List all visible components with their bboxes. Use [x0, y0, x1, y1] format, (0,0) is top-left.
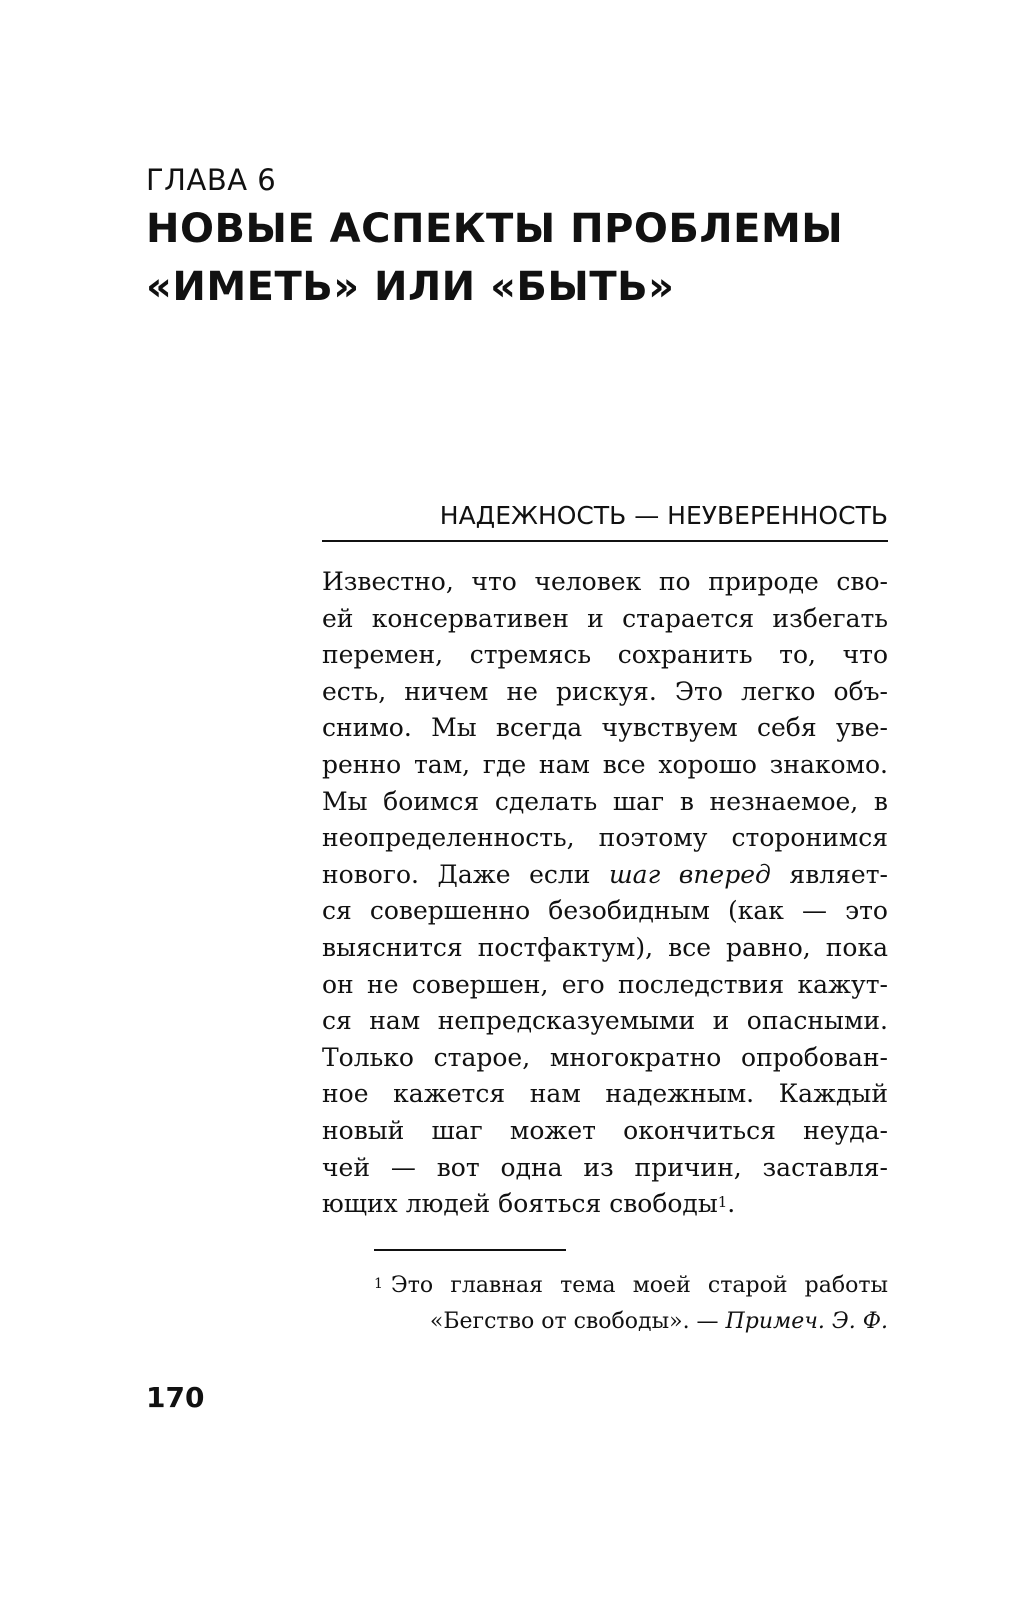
- footnote-divider: [374, 1249, 566, 1251]
- body-line: ренно там, где нам все хорошо знакомо.: [322, 749, 888, 779]
- footnote-attribution: Примеч. Э. Ф.: [725, 1309, 888, 1334]
- body-line: есть, ничем не рискуя. Это легко объ-: [322, 676, 888, 706]
- body-line: выяснится постфактум), все равно, пока: [322, 932, 888, 962]
- chapter-title: [146, 200, 966, 316]
- body-line: ное кажется нам надежным. Каждый: [322, 1079, 888, 1109]
- footnote-line-2: [374, 1304, 888, 1340]
- footnote-text: Это главная тема моей старой работы: [390, 1273, 888, 1298]
- chapter-title-line-1: НОВЫЕ АСПЕКТЫ ПРОБЛЕМЫ: [146, 206, 844, 252]
- body-line-last: [322, 1186, 888, 1223]
- body-text-run: .: [727, 1189, 736, 1219]
- chapter-title-line-2: «ИМЕТЬ» ИЛИ «БЫТЬ»: [146, 264, 675, 310]
- footnote-line-1: [374, 1268, 888, 1304]
- body-line: [322, 857, 888, 894]
- body-line: перемен, стремясь сохранить то, что: [322, 640, 888, 670]
- body-line: ся нам непредсказуемыми и опасными.: [322, 1006, 888, 1036]
- body-line: чей — вот одна из причин, заставля-: [322, 1152, 888, 1182]
- footnote-reference: 1: [717, 1193, 728, 1212]
- footnote: [374, 1268, 888, 1340]
- body-line: ся совершенно безобидным (как — это: [322, 896, 888, 926]
- body-line: Известно, что человек по природе сво-: [322, 567, 888, 596]
- body-text-run: ющих людей бояться свободы: [322, 1189, 718, 1219]
- footnote-text: «Бегство от свободы». —: [429, 1309, 726, 1334]
- body-line: Только старое, многократно опробован-: [322, 1042, 888, 1072]
- body-paragraph: [322, 564, 888, 1223]
- chapter-label: ГЛАВА 6: [146, 163, 277, 197]
- body-line: новый шаг может окончиться неуда-: [322, 1115, 888, 1145]
- body-text-run: являет-: [770, 859, 888, 889]
- body-line: снимо. Мы всегда чувствуем себя уве-: [322, 713, 888, 743]
- body-italic-phrase: шаг вперед: [608, 859, 771, 889]
- footnote-marker: 1: [374, 1276, 383, 1292]
- body-line: он не совершен, его последствия кажут-: [322, 969, 888, 999]
- section-heading: НАДЕЖНОСТЬ — НЕУВЕРЕННОСТЬ: [322, 498, 888, 542]
- body-line: ей консервативен и старается избегать: [322, 603, 888, 633]
- body-line: неопределенность, поэтому сторонимся: [322, 823, 888, 853]
- page-number: 170: [146, 1381, 205, 1414]
- body-text-run: нового. Даже если: [322, 859, 609, 889]
- body-line: Мы боимся сделать шаг в незнаемое, в: [322, 786, 888, 816]
